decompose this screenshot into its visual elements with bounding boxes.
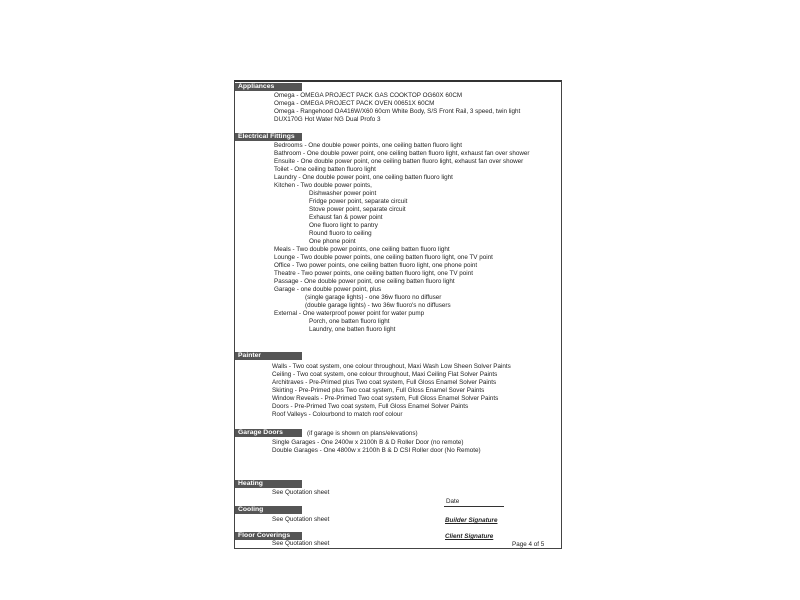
painter-line: Ceiling - Two coat system, one colour throughout, Maxi Ceiling Flat Solver Paints: [272, 371, 498, 378]
cooling-line: See Quotation sheet: [272, 516, 330, 523]
electrical-line: Ensuite - One double power point, one ceiling batten fluoro light, exhaust fan over shower: [274, 158, 524, 165]
date-label: Date: [446, 498, 460, 505]
painter-line: Doors - Pre-Primed Two coat system, Full Gloss Enamel Solver Paints: [272, 403, 469, 410]
electrical-line: Passage - One double power point, one ceiling batten fluoro light: [274, 278, 455, 285]
appliance-line: Omega - OMEGA PROJECT PACK OVEN 00651X 60CM: [274, 100, 435, 107]
cooling-header: Cooling: [235, 506, 302, 514]
painter-line: Window Reveals - Pre-Primed Two coat system, Full Gloss Enamel Solver Paints: [272, 395, 499, 402]
electrical-line: Kitchen - Two double power points,: [274, 182, 372, 189]
garage-doors-header: Garage Doors: [235, 429, 302, 437]
builder-signature-label: Builder Signature: [445, 517, 498, 524]
garage-doors-note: (if garage is shown on plans/elevations): [307, 430, 418, 437]
document-page: [234, 80, 562, 549]
electrical-line: Meals - Two double power points, one ceiling batten fluoro light: [274, 246, 450, 253]
electrical-subline: Dishwasher power point: [309, 190, 377, 197]
appliances-header: Appliances: [235, 83, 302, 91]
page-number: Page 4 of 5: [512, 541, 545, 548]
appliance-line: Omega - Rangehood OA416W/X60 60cm White Body, S/S Front Rail, 3 speed, twin light: [274, 108, 521, 115]
painter-header: Painter: [235, 352, 302, 360]
electrical-subline: Fridge power point, separate circuit: [309, 198, 408, 205]
electrical-subline: One phone point: [309, 238, 356, 245]
client-signature-label: Client Signature: [445, 533, 494, 540]
electrical-subline: Round fluoro to ceiling: [309, 230, 372, 237]
electrical-line: Garage - one double power point, plus: [274, 286, 382, 293]
electrical-subline: Porch, one batten fluoro light: [309, 318, 390, 325]
electrical-subline: (double garage lights) - two 36w fluoro's no diffusers: [305, 302, 451, 309]
electrical-line: External - One waterproof power point for water pump: [274, 310, 425, 317]
date-line: [444, 506, 504, 507]
electrical-line: Theatre - Two power points, one ceiling batten fluoro light, one TV point: [274, 270, 473, 277]
appliance-line: Omega - OMEGA PROJECT PACK GAS COOKTOP OG60X 60CM: [274, 92, 463, 99]
electrical-line: Office - Two power points, one ceiling batten fluoro light, one phone point: [274, 262, 478, 269]
heating-header: Heating: [235, 480, 302, 488]
electrical-subline: Exhaust fan & power point: [309, 214, 383, 221]
garage-door-line: Double Garages - One 4800w x 2100h B & D CSI Roller door (No Remote): [272, 447, 481, 454]
electrical-subline: Laundry, one batten fluoro light: [309, 326, 396, 333]
electrical-line: Bedrooms - One double power points, one ceiling batten fluoro light: [274, 142, 462, 149]
floor-coverings-line: See Quotation sheet: [272, 540, 330, 547]
electrical-header: Electrical Fittings: [235, 133, 302, 141]
painter-line: Skirting - Pre-Primed plus Two coat system, Full Gloss Enamel Sover Paints: [272, 387, 485, 394]
electrical-line: Toilet - One ceiling batten fluoro light: [274, 166, 376, 173]
painter-line: Roof Valleys - Colourbond to match roof colour: [272, 411, 403, 418]
electrical-subline: Stove power point, separate circuit: [309, 206, 406, 213]
floor-coverings-header: Floor Coverings: [235, 532, 302, 540]
electrical-line: Lounge - Two double power points, one ceiling batten fluoro light, one TV point: [274, 254, 493, 261]
appliance-line: DUX170G Hot Water NG Dual Profo 3: [274, 116, 381, 123]
electrical-subline: (single garage lights) - one 36w fluoro no diffuser: [305, 294, 442, 301]
electrical-line: Laundry - One double power point, one ceiling batten fluoro light: [274, 174, 453, 181]
painter-line: Architraves - Pre-Primed plus Two coat system, Full Gloss Enamel Solver Paints: [272, 379, 497, 386]
heating-line: See Quotation sheet: [272, 489, 330, 496]
electrical-subline: One fluoro light to pantry: [309, 222, 378, 229]
painter-line: Walls - Two coat system, one colour throughout, Maxi Wash Low Sheen Solver Paints: [272, 363, 511, 370]
electrical-line: Bathroom - One double power point, one ceiling batten fluoro light, exhaust fan over shower: [274, 150, 530, 157]
garage-door-line: Single Garages - One 2400w x 2100h B & D Roller Door (no remote): [272, 439, 464, 446]
